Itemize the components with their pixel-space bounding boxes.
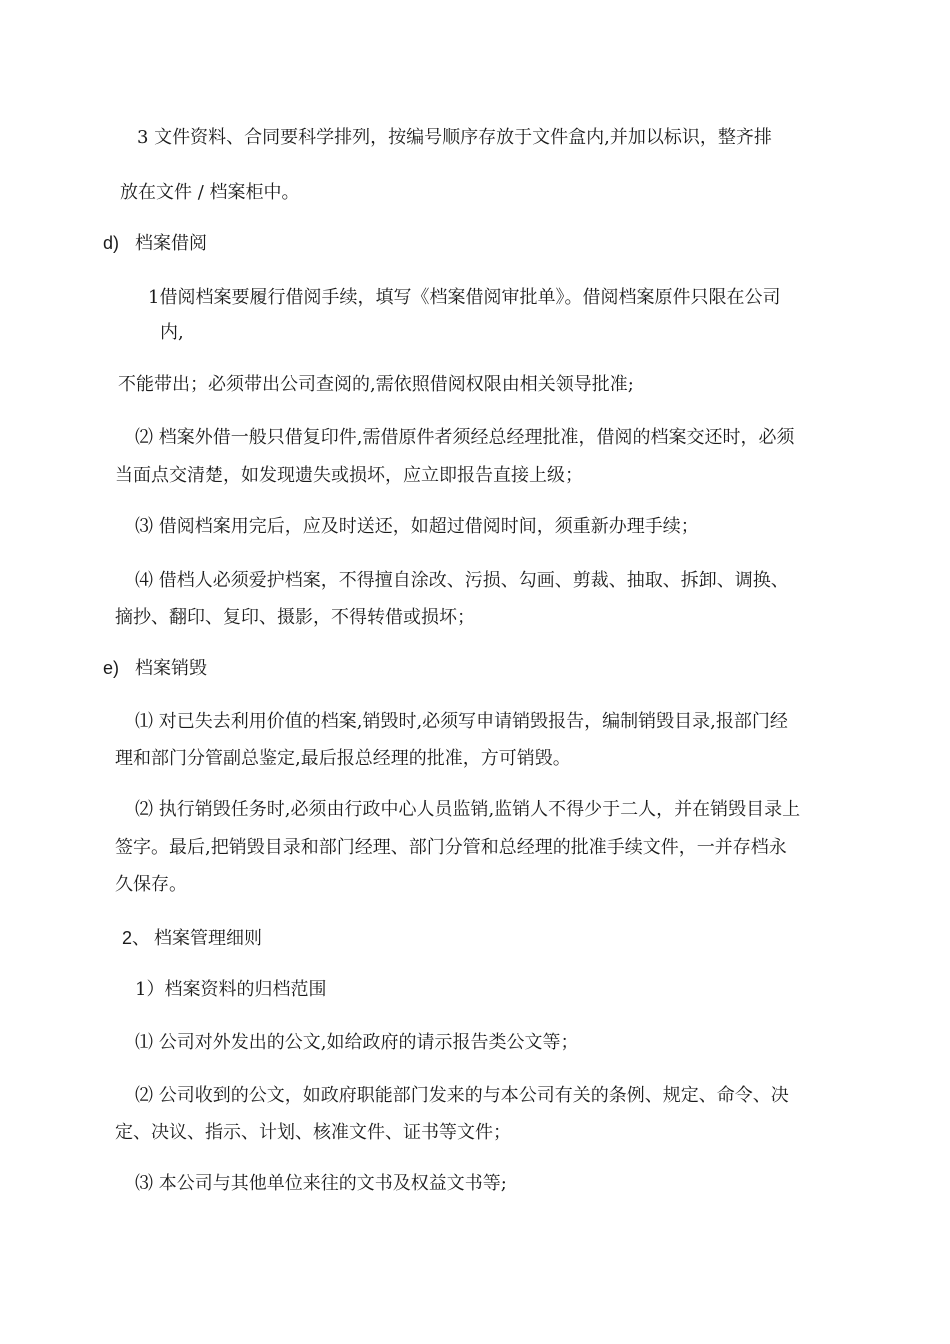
paragraph-line: 定、决议、指示、计划、核准文件、证书等文件； xyxy=(115,1122,511,1143)
paragraph-line: 理和部门分管副总鉴定,最后报总经理的批准，方可销毁。 xyxy=(115,748,571,769)
paragraph-line: ⑵ 档案外借一般只借复印件,需借原件者须经总经理批准，借阅的档案交还时，必须 xyxy=(135,427,795,448)
subsection-heading: 1）档案资料的归档范围 xyxy=(135,979,327,1000)
paragraph-line: ⑶ 借阅档案用完后，应及时送还，如超过借阅时间，须重新办理手续； xyxy=(135,516,699,537)
paragraph-line: 签字。最后,把销毁目录和部门经理、部门分管和总经理的批准手续文件，一并存档永 xyxy=(115,837,787,858)
section-heading-2 xyxy=(122,925,262,952)
paragraph-line: 久保存。 xyxy=(115,874,187,895)
paragraph-line: ⑵ 执行销毁任务时,必须由行政中心人员监销,监销人不得少于二人，并在销毁目录上 xyxy=(135,799,801,820)
list-marker: 2、 xyxy=(122,928,151,948)
paragraph-line: ⑷ 借档人必须爱护档案，不得擅自涂改、污损、勾画、剪裁、抽取、拆卸、调换、 xyxy=(135,570,789,591)
paragraph-line: ⑶ 本公司与其他单位来往的文书及权益文书等; xyxy=(135,1173,507,1194)
paragraph-line: 3 文件资料、合同要科学排列，按编号顺序存放于文件盒内,并加以标识，整齐排 xyxy=(137,127,772,148)
paragraph-line: 1借阅档案要履行借阅手续，填写《档案借阅审批单》。借阅档案原件只限在公司 xyxy=(148,287,781,308)
paragraph-line: 内, xyxy=(160,322,184,343)
paragraph-line: ⑵ 公司收到的公文，如政府职能部门发来的与本公司有关的条例、规定、命令、决 xyxy=(135,1085,789,1106)
section-heading-e xyxy=(103,655,207,682)
heading-text: 档案借阅 xyxy=(135,233,207,254)
paragraph-line: 不能带出；必须带出公司查阅的,需依照借阅权限由相关领导批准; xyxy=(118,374,634,395)
paragraph-line: 当面点交清楚，如发现遗失或损坏，应立即报告直接上级； xyxy=(115,465,583,486)
paragraph-line: ⑴ 对已失去利用价值的档案,销毁时,必须写申请销毁报告，编制销毁目录,报部门经 xyxy=(135,711,788,732)
paragraph-line: 摘抄、翻印、复印、摄影，不得转借或损坏； xyxy=(115,607,475,628)
heading-text: 档案销毁 xyxy=(135,658,207,679)
list-marker: e) xyxy=(103,658,120,678)
paragraph-line: ⑴ 公司对外发出的公文,如给政府的请示报告类公文等； xyxy=(135,1032,579,1053)
heading-text: 档案管理细则 xyxy=(154,928,262,949)
list-marker: d) xyxy=(103,233,120,253)
section-heading-d xyxy=(103,230,207,257)
paragraph-line: 放在文件 / 档案柜中。 xyxy=(120,182,300,203)
